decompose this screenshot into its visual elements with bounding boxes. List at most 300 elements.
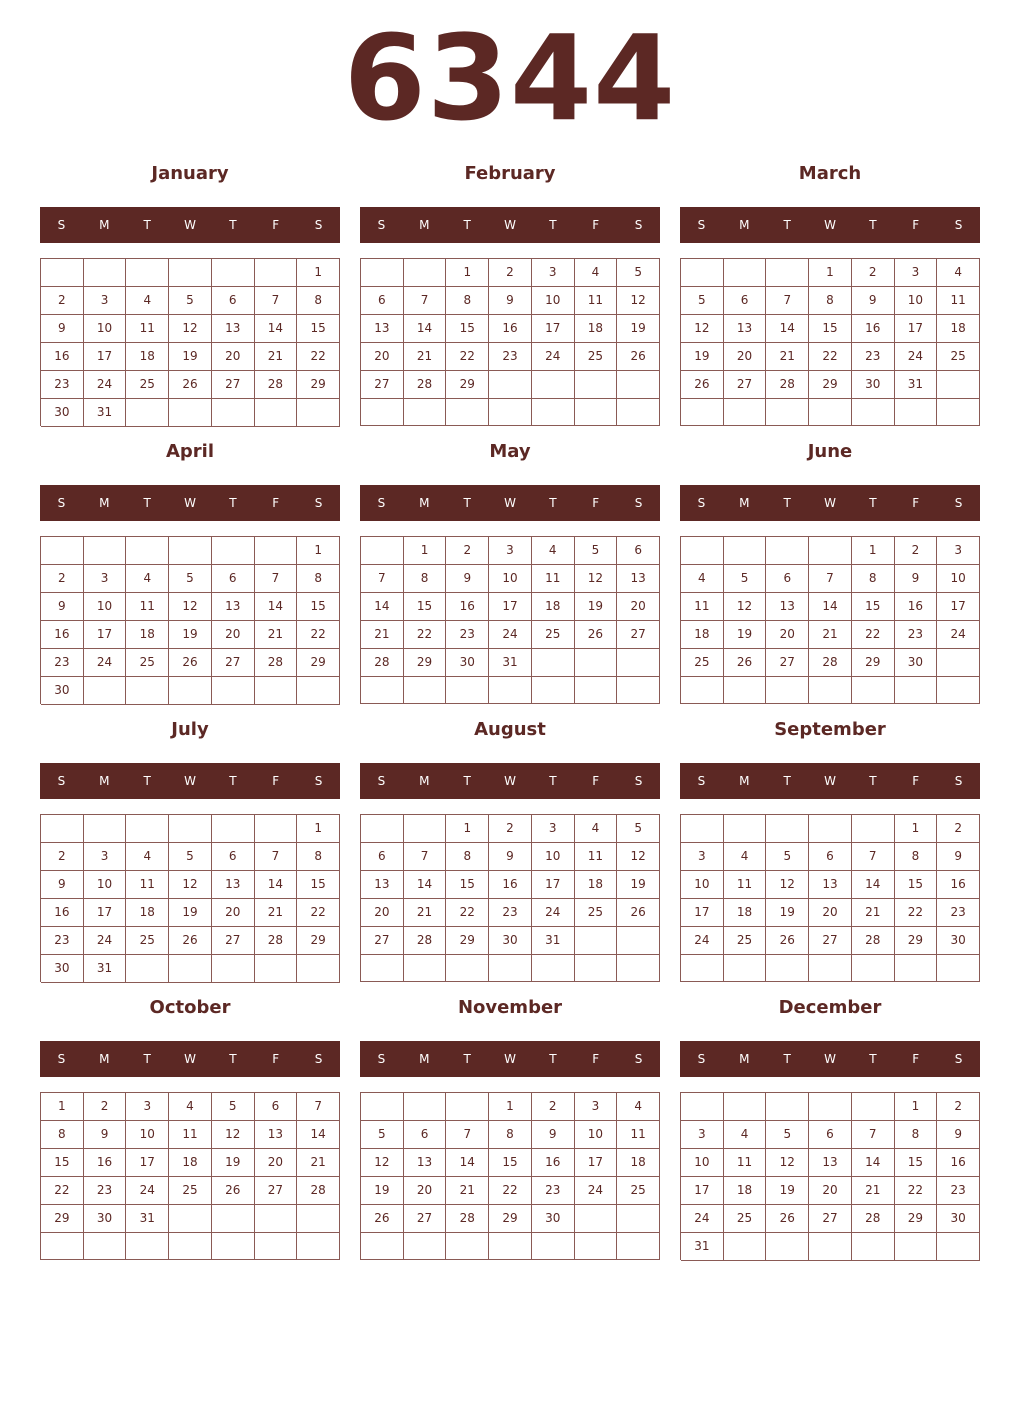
day-cell [852, 955, 895, 982]
day-cell: 5 [361, 1121, 404, 1149]
weekday-label: S [954, 218, 963, 232]
day-cell [617, 399, 660, 426]
day-cell [126, 815, 169, 843]
weekday-label: T [869, 496, 877, 510]
weekday-label: S [697, 496, 706, 510]
day-cell: 24 [895, 343, 938, 371]
day-cell [84, 815, 127, 843]
day-cell [575, 1233, 618, 1260]
day-cell [446, 399, 489, 426]
day-cell [766, 1093, 809, 1121]
day-cell: 8 [297, 565, 340, 593]
day-cell: 19 [169, 343, 212, 371]
day-cell: 5 [766, 843, 809, 871]
day-cell: 20 [766, 621, 809, 649]
day-cell: 14 [852, 871, 895, 899]
weekday-label: S [634, 774, 643, 788]
day-cell [617, 927, 660, 955]
day-cell: 2 [489, 259, 532, 287]
day-cell [809, 1093, 852, 1121]
day-cell [681, 815, 724, 843]
day-cell: 18 [724, 899, 767, 927]
day-cell: 1 [489, 1093, 532, 1121]
day-cell: 2 [937, 1093, 980, 1121]
day-cell: 10 [937, 565, 980, 593]
day-cell: 9 [41, 315, 84, 343]
weekday-label: T [229, 1052, 237, 1066]
day-cell: 11 [937, 287, 980, 315]
weekday-label: T [869, 1052, 877, 1066]
day-cell [41, 259, 84, 287]
day-cell: 1 [852, 537, 895, 565]
day-cell: 3 [84, 565, 127, 593]
weekday-label: T [463, 496, 471, 510]
day-cell: 23 [446, 621, 489, 649]
weekday-header [680, 207, 980, 243]
day-cell: 19 [681, 343, 724, 371]
day-cell: 21 [361, 621, 404, 649]
day-cell: 22 [297, 621, 340, 649]
day-cell: 20 [809, 1177, 852, 1205]
day-cell [361, 399, 404, 426]
weekday-label: F [272, 496, 280, 510]
day-cell [212, 1205, 255, 1233]
day-cell: 19 [617, 315, 660, 343]
day-cell: 20 [724, 343, 767, 371]
day-cell: 19 [361, 1177, 404, 1205]
day-cell [446, 955, 489, 982]
day-cell: 28 [255, 927, 298, 955]
weekday-label: S [314, 496, 323, 510]
day-cell [446, 677, 489, 704]
day-cell [169, 399, 212, 427]
day-cell: 16 [41, 343, 84, 371]
day-cell: 6 [766, 565, 809, 593]
day-cell: 21 [446, 1177, 489, 1205]
day-cell: 29 [41, 1205, 84, 1233]
day-cell: 4 [126, 565, 169, 593]
weekday-label: F [592, 774, 600, 788]
day-cell [489, 399, 532, 426]
day-cell [361, 259, 404, 287]
day-cell: 5 [766, 1121, 809, 1149]
weekday-label: W [184, 1052, 196, 1066]
day-cell: 10 [126, 1121, 169, 1149]
day-cell [617, 649, 660, 677]
day-cell: 17 [84, 343, 127, 371]
weekday-label: M [739, 774, 750, 788]
weekday-label: W [184, 496, 196, 510]
day-cell: 30 [489, 927, 532, 955]
day-cell: 28 [766, 371, 809, 399]
day-cell: 12 [766, 1149, 809, 1177]
day-cell: 17 [84, 899, 127, 927]
day-cell: 17 [895, 315, 938, 343]
weekday-label: F [272, 1052, 280, 1066]
day-cell: 27 [212, 371, 255, 399]
day-cell: 16 [532, 1149, 575, 1177]
day-cell [446, 1093, 489, 1121]
day-cell: 14 [297, 1121, 340, 1149]
day-cell: 25 [724, 927, 767, 955]
day-cell: 13 [809, 871, 852, 899]
day-cell: 5 [724, 565, 767, 593]
day-cell: 6 [617, 537, 660, 565]
month-name: September [774, 719, 886, 740]
day-grid [40, 1092, 340, 1260]
day-cell: 23 [489, 343, 532, 371]
day-cell: 10 [895, 287, 938, 315]
day-cell: 24 [937, 621, 980, 649]
weekday-label: W [824, 218, 836, 232]
day-cell: 11 [681, 593, 724, 621]
day-grid [40, 258, 340, 426]
day-cell: 22 [41, 1177, 84, 1205]
weekday-label: S [377, 774, 386, 788]
day-cell: 6 [809, 1121, 852, 1149]
day-cell: 22 [895, 1177, 938, 1205]
day-cell: 27 [255, 1177, 298, 1205]
day-cell: 4 [126, 843, 169, 871]
day-cell: 22 [852, 621, 895, 649]
weekday-label: W [504, 496, 516, 510]
day-cell [84, 259, 127, 287]
day-cell [84, 1233, 127, 1260]
weekday-label: T [549, 496, 557, 510]
day-cell: 12 [575, 565, 618, 593]
day-cell [212, 537, 255, 565]
day-cell: 9 [532, 1121, 575, 1149]
day-cell [852, 1093, 895, 1121]
day-cell [852, 399, 895, 426]
day-cell: 5 [617, 815, 660, 843]
day-cell: 7 [852, 1121, 895, 1149]
day-cell: 2 [532, 1093, 575, 1121]
day-cell: 13 [404, 1149, 447, 1177]
weekday-label: M [99, 496, 110, 510]
day-cell: 11 [724, 1149, 767, 1177]
day-cell: 17 [84, 621, 127, 649]
day-cell: 15 [895, 871, 938, 899]
day-cell: 25 [126, 371, 169, 399]
day-cell: 4 [532, 537, 575, 565]
day-cell: 16 [41, 621, 84, 649]
weekday-label: M [419, 774, 430, 788]
day-cell: 26 [212, 1177, 255, 1205]
day-cell [809, 1233, 852, 1261]
day-cell: 21 [852, 1177, 895, 1205]
day-cell: 23 [532, 1177, 575, 1205]
day-cell [681, 399, 724, 426]
day-cell: 25 [126, 927, 169, 955]
weekday-header [680, 485, 980, 521]
day-cell [766, 677, 809, 704]
day-cell [809, 677, 852, 704]
day-grid [360, 258, 660, 426]
day-cell: 16 [446, 593, 489, 621]
day-cell [532, 371, 575, 399]
day-cell [212, 1233, 255, 1260]
day-cell [297, 955, 340, 983]
day-cell: 20 [809, 899, 852, 927]
day-cell: 11 [126, 593, 169, 621]
day-cell: 21 [809, 621, 852, 649]
day-cell [724, 677, 767, 704]
day-cell: 6 [404, 1121, 447, 1149]
day-cell: 14 [446, 1149, 489, 1177]
day-cell [937, 649, 980, 677]
weekday-label: M [419, 1052, 430, 1066]
day-cell: 11 [126, 315, 169, 343]
day-cell: 25 [937, 343, 980, 371]
day-cell [361, 537, 404, 565]
day-cell: 8 [809, 287, 852, 315]
day-cell [255, 677, 298, 705]
day-cell [575, 399, 618, 426]
day-cell: 31 [489, 649, 532, 677]
weekday-label: M [419, 496, 430, 510]
weekday-label: T [783, 496, 791, 510]
day-cell: 10 [84, 871, 127, 899]
day-cell [255, 1205, 298, 1233]
day-cell: 31 [126, 1205, 169, 1233]
weekday-label: S [377, 218, 386, 232]
day-grid [680, 814, 980, 982]
day-cell: 8 [297, 843, 340, 871]
day-cell: 19 [169, 899, 212, 927]
day-cell: 2 [41, 843, 84, 871]
day-cell: 3 [681, 843, 724, 871]
day-cell: 4 [937, 259, 980, 287]
day-cell: 2 [937, 815, 980, 843]
day-cell [895, 955, 938, 982]
day-cell [852, 1233, 895, 1261]
day-cell: 12 [681, 315, 724, 343]
day-grid [360, 1092, 660, 1260]
day-cell: 4 [724, 843, 767, 871]
day-cell: 20 [212, 621, 255, 649]
weekday-label: T [229, 774, 237, 788]
day-cell: 18 [169, 1149, 212, 1177]
day-cell: 23 [41, 371, 84, 399]
day-cell: 2 [489, 815, 532, 843]
day-cell: 10 [575, 1121, 618, 1149]
weekday-label: T [229, 218, 237, 232]
weekday-label: T [783, 218, 791, 232]
weekday-label: M [419, 218, 430, 232]
day-cell: 1 [404, 537, 447, 565]
weekday-header [360, 485, 660, 521]
day-cell: 23 [895, 621, 938, 649]
day-cell: 30 [41, 399, 84, 427]
day-cell: 9 [852, 287, 895, 315]
day-cell: 28 [809, 649, 852, 677]
day-grid [40, 536, 340, 704]
day-cell: 11 [169, 1121, 212, 1149]
day-cell: 4 [724, 1121, 767, 1149]
day-cell: 26 [361, 1205, 404, 1233]
day-cell: 9 [446, 565, 489, 593]
day-cell [169, 1205, 212, 1233]
day-cell [724, 955, 767, 982]
day-cell [575, 649, 618, 677]
day-cell [532, 399, 575, 426]
day-cell: 29 [297, 371, 340, 399]
day-cell: 23 [937, 1177, 980, 1205]
day-cell [852, 815, 895, 843]
day-cell: 28 [404, 371, 447, 399]
weekday-header [360, 207, 660, 243]
day-cell: 30 [937, 927, 980, 955]
day-cell: 20 [212, 899, 255, 927]
weekday-label: T [463, 218, 471, 232]
day-cell: 23 [937, 899, 980, 927]
day-cell [361, 955, 404, 982]
day-cell: 10 [532, 843, 575, 871]
day-cell: 17 [937, 593, 980, 621]
day-cell: 18 [937, 315, 980, 343]
day-cell: 19 [169, 621, 212, 649]
day-cell: 29 [895, 927, 938, 955]
day-cell: 31 [84, 399, 127, 427]
day-cell: 8 [41, 1121, 84, 1149]
day-cell: 30 [895, 649, 938, 677]
day-cell: 18 [575, 315, 618, 343]
day-cell [681, 537, 724, 565]
day-cell: 19 [766, 899, 809, 927]
day-cell: 24 [126, 1177, 169, 1205]
day-cell: 19 [724, 621, 767, 649]
day-cell: 3 [84, 843, 127, 871]
day-cell: 26 [617, 343, 660, 371]
day-cell [255, 815, 298, 843]
day-cell [937, 371, 980, 399]
day-cell: 26 [169, 371, 212, 399]
month-name: February [464, 163, 556, 184]
day-cell: 19 [766, 1177, 809, 1205]
day-cell [361, 677, 404, 704]
day-cell: 5 [575, 537, 618, 565]
day-cell: 13 [212, 315, 255, 343]
day-cell: 7 [809, 565, 852, 593]
day-cell: 15 [297, 593, 340, 621]
weekday-label: S [954, 774, 963, 788]
weekday-label: S [634, 1052, 643, 1066]
day-cell [126, 955, 169, 983]
day-cell: 11 [617, 1121, 660, 1149]
day-cell [212, 815, 255, 843]
day-cell: 4 [126, 287, 169, 315]
day-cell: 20 [617, 593, 660, 621]
weekday-label: W [824, 774, 836, 788]
day-cell: 23 [852, 343, 895, 371]
day-cell: 14 [404, 315, 447, 343]
day-cell: 23 [84, 1177, 127, 1205]
day-cell [212, 677, 255, 705]
day-cell [895, 1233, 938, 1261]
day-cell: 27 [617, 621, 660, 649]
day-cell: 25 [575, 343, 618, 371]
day-cell [489, 955, 532, 982]
day-cell: 18 [126, 899, 169, 927]
weekday-header [360, 763, 660, 799]
day-cell: 13 [255, 1121, 298, 1149]
weekday-label: T [869, 774, 877, 788]
day-cell [255, 955, 298, 983]
weekday-label: F [912, 218, 920, 232]
day-cell: 15 [446, 315, 489, 343]
day-cell: 24 [532, 343, 575, 371]
day-cell: 8 [446, 287, 489, 315]
day-cell: 26 [766, 927, 809, 955]
month-name: May [489, 441, 531, 462]
day-cell: 15 [41, 1149, 84, 1177]
day-cell: 2 [41, 287, 84, 315]
day-cell: 5 [617, 259, 660, 287]
day-cell [766, 537, 809, 565]
day-cell: 8 [489, 1121, 532, 1149]
day-cell: 18 [126, 343, 169, 371]
day-cell: 6 [212, 287, 255, 315]
weekday-label: M [99, 218, 110, 232]
day-cell: 9 [937, 1121, 980, 1149]
weekday-label: S [634, 496, 643, 510]
day-cell [681, 259, 724, 287]
day-cell: 29 [895, 1205, 938, 1233]
day-cell: 27 [766, 649, 809, 677]
month-name: June [807, 441, 853, 462]
day-cell: 23 [41, 649, 84, 677]
day-cell [532, 649, 575, 677]
day-cell: 13 [361, 315, 404, 343]
day-cell [895, 399, 938, 426]
weekday-label: S [634, 218, 643, 232]
day-cell [489, 371, 532, 399]
weekday-label: M [739, 1052, 750, 1066]
weekday-label: S [697, 774, 706, 788]
day-cell: 3 [532, 815, 575, 843]
year-title: 6344 [343, 9, 677, 147]
day-cell [766, 815, 809, 843]
day-cell: 14 [361, 593, 404, 621]
day-cell: 3 [575, 1093, 618, 1121]
day-cell: 7 [404, 843, 447, 871]
day-cell: 6 [809, 843, 852, 871]
day-cell: 21 [255, 899, 298, 927]
day-cell [212, 399, 255, 427]
day-cell: 14 [852, 1149, 895, 1177]
weekday-label: T [143, 496, 151, 510]
day-cell: 1 [446, 815, 489, 843]
day-cell: 8 [446, 843, 489, 871]
day-cell: 15 [895, 1149, 938, 1177]
day-cell: 16 [937, 1149, 980, 1177]
weekday-label: S [377, 1052, 386, 1066]
weekday-label: S [57, 496, 66, 510]
day-cell [617, 1205, 660, 1233]
day-cell: 5 [681, 287, 724, 315]
weekday-label: T [549, 218, 557, 232]
day-cell [297, 1205, 340, 1233]
weekday-header [680, 1041, 980, 1077]
weekday-label: F [272, 774, 280, 788]
day-cell: 6 [212, 843, 255, 871]
day-cell: 6 [212, 565, 255, 593]
day-cell: 16 [937, 871, 980, 899]
weekday-label: F [592, 1052, 600, 1066]
day-cell: 5 [169, 843, 212, 871]
day-cell [575, 677, 618, 704]
